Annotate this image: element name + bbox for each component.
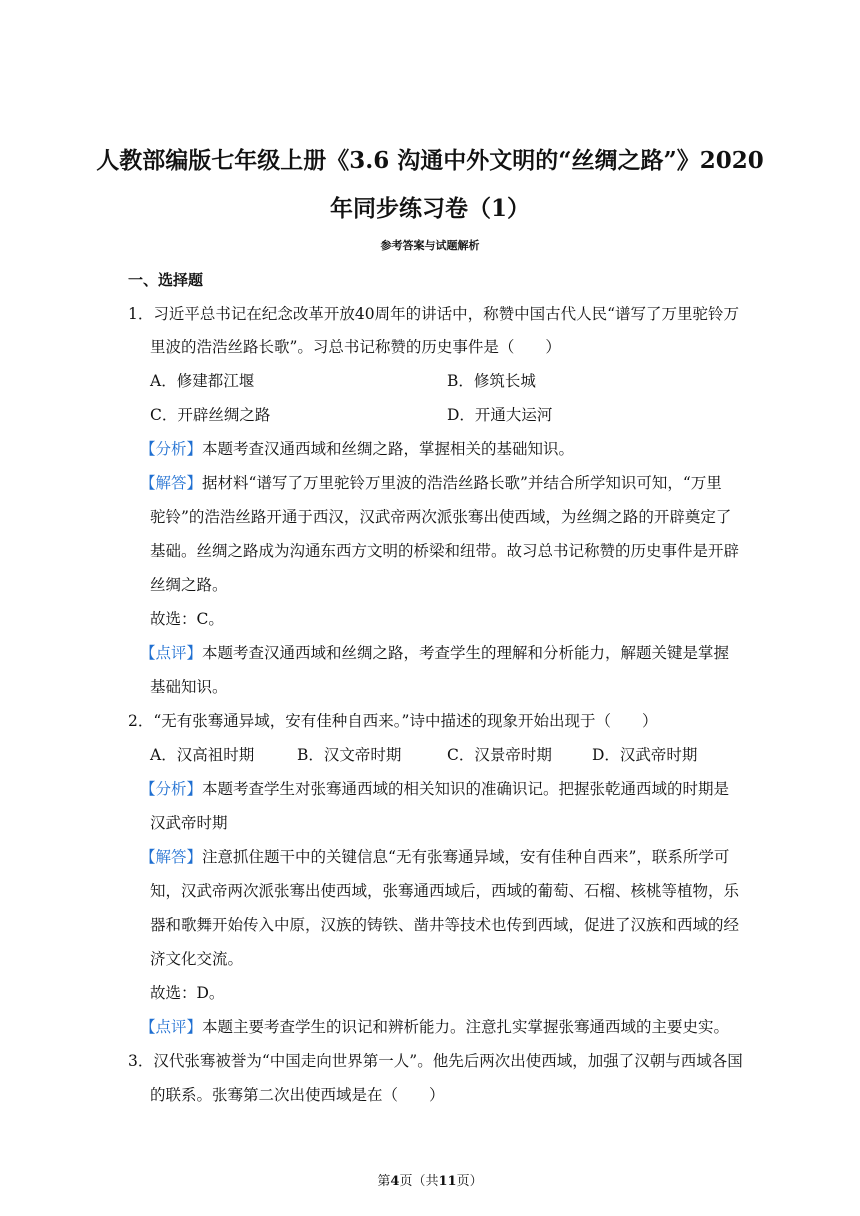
q2-comment-tag: 【点评】 (140, 1018, 203, 1036)
q2-stem-line-1: 2．“无有张骞通异域，安有佳种自西来。”诗中描述的现象开始出现于（ ） (128, 712, 658, 730)
q1-comment-text-1: 本题考查汉通西域和丝绸之路，考查学生的理解和分析能力，解题关键是掌握 (202, 644, 730, 662)
q1-option-d: D．开通大运河 (447, 406, 553, 424)
footer-middle: 页（共 (399, 1174, 439, 1189)
q1-option-a: A．修建都江堰 (150, 372, 255, 390)
page-title-line-2: 年同步练习卷（1） (329, 195, 530, 222)
q3-stem-line-2: 的联系。张骞第二次出使西域是在（ ） (150, 1086, 445, 1104)
q2-option-a: A．汉高祖时期 (150, 746, 255, 764)
q2-analysis-line-1 (140, 779, 729, 799)
page-subtitle: 参考答案与试题解析 (380, 239, 480, 252)
q1-choice: 故选：C。 (150, 610, 224, 628)
q1-answer-line-2: 驼铃”的浩浩丝路开通于西汉，汉武帝两次派张骞出使西域，为丝绸之路的开辟奠定了 (150, 508, 732, 526)
footer-page-number: 4 (390, 1174, 400, 1189)
page-footer (0, 1170, 860, 1189)
q1-answer-line-3: 基础。丝绸之路成为沟通东西方文明的桥梁和纽带。故习总书记称赞的历史事件是开辟 (150, 542, 740, 560)
q1-comment-tag: 【点评】 (140, 644, 203, 662)
q2-answer-tag: 【解答】 (140, 848, 203, 866)
page-title-line-1: 人教部编版七年级上册《3.6 沟通中外文明的“丝绸之路”》2020 (96, 147, 764, 174)
q1-analysis-text: 本题考查汉通西域和丝绸之路，掌握相关的基础知识。 (202, 440, 575, 458)
q3-stem-line-1: 3．汉代张骞被誉为“中国走向世界第一人”。他先后两次出使西域，加强了汉朝与西域各国 (128, 1052, 743, 1070)
q2-analysis-text-1: 本题考查学生对张骞通西域的相关知识的准确识记。把握张乾通西域的时期是 (202, 780, 730, 798)
q2-option-b: B．汉文帝时期 (297, 746, 402, 764)
q1-answer-line-1 (140, 473, 722, 493)
footer-total-pages: 11 (438, 1174, 457, 1189)
q2-comment-text: 本题主要考查学生的识记和辨析能力。注意扎实掌握张骞通西域的主要史实。 (202, 1018, 730, 1036)
q1-stem-line-1: 1．习近平总书记在纪念改革开放40周年的讲话中，称赞中国古代人民“谱写了万里驼铃万 (128, 305, 740, 323)
q1-comment-line-1 (140, 643, 729, 663)
q1-option-b: B．修筑长城 (447, 372, 536, 390)
q1-answer-text-1: 据材料“谱写了万里驼铃万里波的浩浩丝路长歌”并结合所学知识可知，“万里 (202, 474, 722, 492)
q2-answer-line-1 (140, 847, 729, 867)
q1-answer-tag: 【解答】 (140, 474, 203, 492)
section-heading: 一、选择题 (128, 271, 204, 289)
q2-option-c: C．汉景帝时期 (447, 746, 552, 764)
q2-analysis-tag: 【分析】 (140, 780, 203, 798)
q1-comment-line-2: 基础知识。 (150, 678, 228, 696)
q1-analysis (140, 439, 574, 459)
q2-answer-line-4: 济文化交流。 (150, 950, 244, 968)
q2-choice: 故选：D。 (150, 984, 225, 1002)
q2-answer-line-2: 知，汉武帝两次派张骞出使西域，张骞通西域后，西域的葡萄、石榴、核桃等植物，乐 (150, 882, 740, 900)
q1-analysis-tag: 【分析】 (140, 440, 203, 458)
footer-prefix: 第 (377, 1174, 391, 1189)
q2-answer-line-3: 器和歌舞开始传入中原，汉族的铸铁、凿井等技术也传到西域，促进了汉族和西域的经 (150, 916, 740, 934)
footer-suffix: 页） (456, 1174, 483, 1189)
q1-stem-line-2: 里波的浩浩丝路长歌”。习总书记称赞的历史事件是（ ） (150, 338, 561, 356)
q2-answer-text-1: 注意抓住题干中的关键信息“无有张骞通异域，安有佳种自西来”，联系所学可 (202, 848, 730, 866)
q2-comment (140, 1017, 729, 1037)
q1-answer-line-4: 丝绸之路。 (150, 576, 228, 594)
q2-analysis-line-2: 汉武帝时期 (150, 814, 228, 832)
q1-option-c: C．开辟丝绸之路 (150, 406, 271, 424)
q2-option-d: D．汉武帝时期 (592, 746, 698, 764)
